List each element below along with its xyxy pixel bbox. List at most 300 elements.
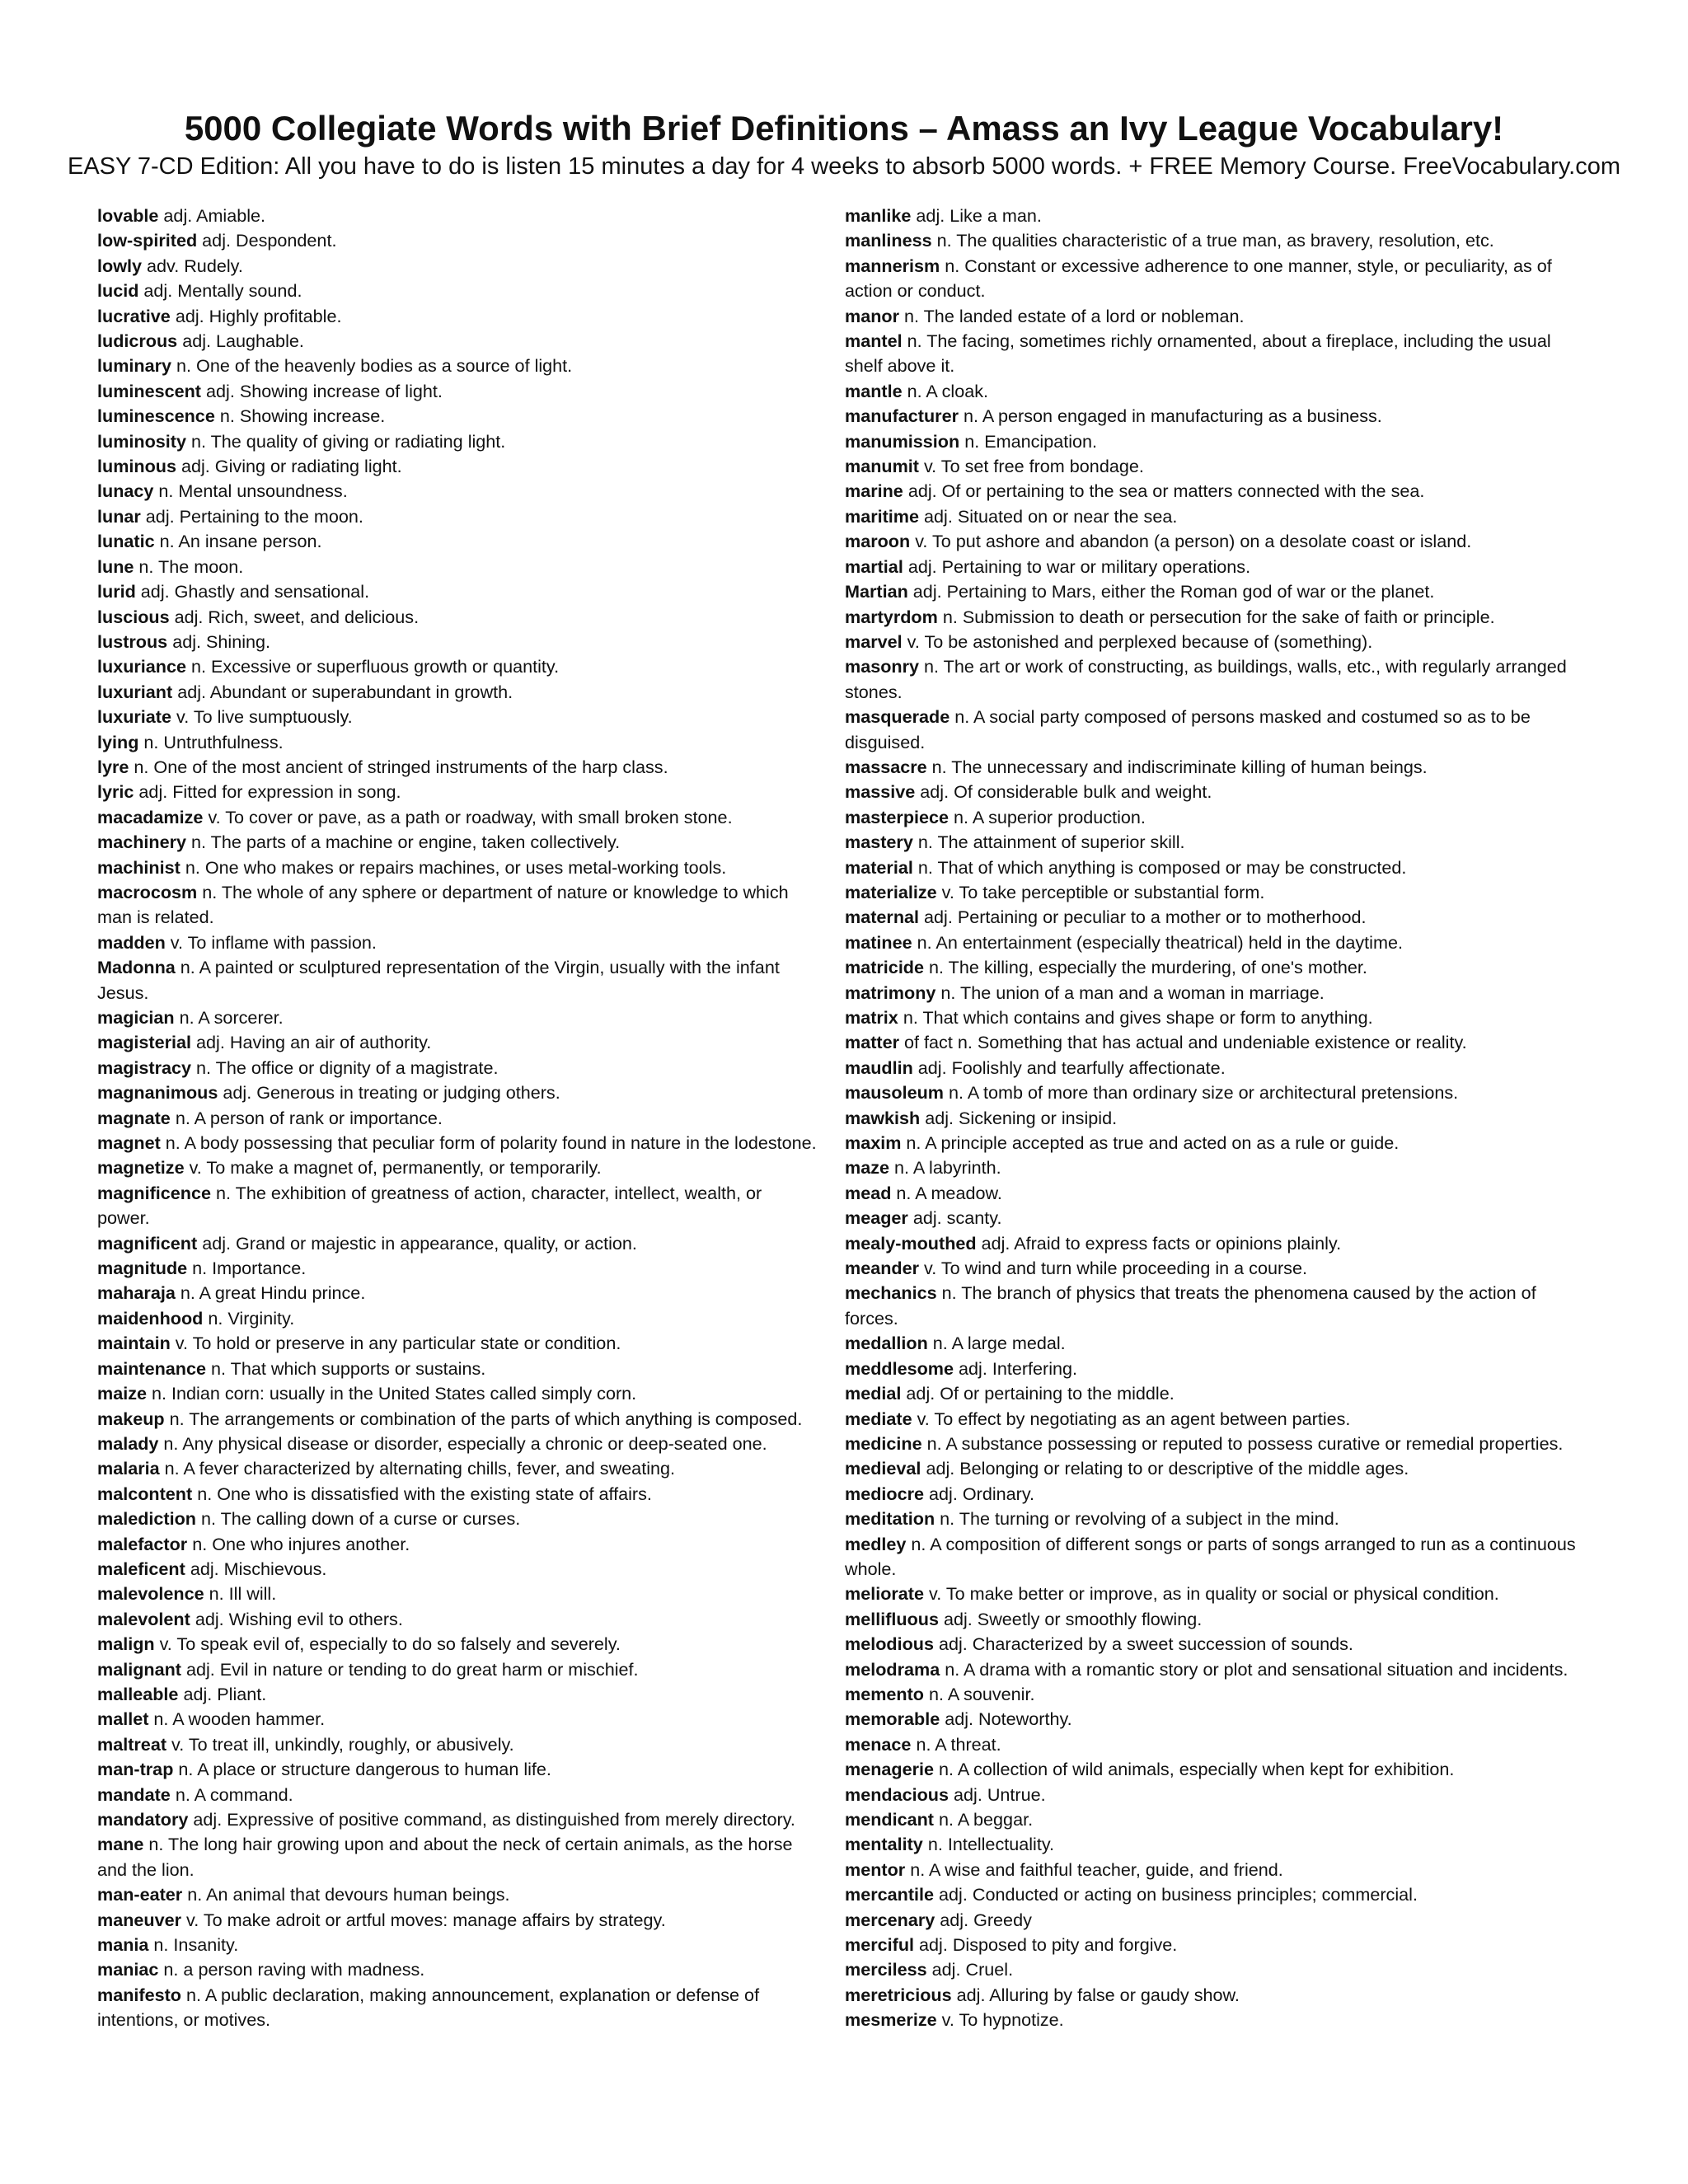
entry-definition: n. An animal that devours human beings. xyxy=(187,1884,510,1905)
entry-word: maize xyxy=(97,1383,148,1404)
dictionary-entry xyxy=(845,1331,1591,1356)
entry-word: maintenance xyxy=(97,1357,207,1379)
entry-definition: v. To make better or improve, as in quality or social or physical condition. xyxy=(929,1583,1499,1605)
dictionary-entry xyxy=(97,1155,818,1180)
entry-word: makeup xyxy=(97,1408,165,1429)
dictionary-entry xyxy=(845,2008,1591,2032)
entry-word: malevolent xyxy=(97,1608,190,1629)
dictionary-entry xyxy=(845,1607,1591,1632)
entry-definition: v. To take perceptible or substantial form. xyxy=(941,881,1265,902)
entry-word: maternal xyxy=(845,907,920,928)
entry-word: mercenary xyxy=(845,1909,935,1930)
dictionary-entry xyxy=(845,1507,1591,1531)
entry-definition: n. A command. xyxy=(175,1783,293,1805)
dictionary-entry xyxy=(845,1131,1591,1155)
entry-word: madden xyxy=(97,931,166,953)
dictionary-entry xyxy=(97,1908,818,1933)
entry-definition: n. Showing increase. xyxy=(219,405,386,427)
entry-definition: n. A meadow. xyxy=(896,1182,1002,1203)
dictionary-entry xyxy=(97,605,818,630)
entry-definition: adj. Ghastly and sensational. xyxy=(140,581,370,602)
entry-word: menagerie xyxy=(845,1759,935,1780)
entry-word: magnate xyxy=(97,1107,171,1128)
entry-word: lowly xyxy=(97,255,142,276)
entry-definition: adj. Having an air of authority. xyxy=(196,1032,432,1053)
entry-word: mandatory xyxy=(97,1809,189,1830)
page-subtitle: EASY 7-CD Edition: All you have to do is listen 15 minutes a day for 4 weeks to absorb 5000 words. + FREE Memory Course. FreeVocabulary.com xyxy=(67,153,1621,180)
dictionary-entry xyxy=(97,404,818,429)
entry-word: magnitude xyxy=(97,1258,188,1279)
entry-definition: adj. Characterized by a sweet succession of sounds. xyxy=(938,1633,1353,1655)
entry-definition: adj. Pertaining or peculiar to a mother or to motherhood. xyxy=(924,907,1367,928)
dictionary-entry xyxy=(97,930,818,955)
dictionary-entry xyxy=(97,529,818,554)
entry-word: mendicant xyxy=(845,1809,934,1830)
entry-definition: adj. Greedy xyxy=(940,1909,1032,1930)
entry-definition: adj. Pertaining to war or military operations. xyxy=(907,555,1251,577)
entry-definition: adj. Highly profitable. xyxy=(175,305,342,326)
entry-word: martial xyxy=(845,555,903,577)
entry-word: merciful xyxy=(845,1934,915,1956)
entry-word: mallet xyxy=(97,1708,149,1730)
dictionary-entry xyxy=(97,680,818,705)
dictionary-entry xyxy=(845,1882,1591,1907)
entry-word: macrocosm xyxy=(97,881,198,902)
dictionary-entry xyxy=(97,254,818,279)
entry-word: man-trap xyxy=(97,1759,174,1780)
entry-definition: n. One of the most ancient of stringed instruments of the harp class. xyxy=(134,756,668,777)
dictionary-entry xyxy=(845,1732,1591,1757)
entry-word: mantle xyxy=(845,380,903,401)
entry-definition: adj. Like a man. xyxy=(916,205,1042,226)
entry-definition: adj. Disposed to pity and forgive. xyxy=(919,1934,1178,1956)
entry-definition: n. A sorcerer. xyxy=(179,1007,284,1028)
entry-word: mentor xyxy=(845,1858,906,1880)
dictionary-entry xyxy=(845,1106,1591,1131)
entry-word: melodious xyxy=(845,1633,934,1655)
dictionary-entry xyxy=(97,354,818,378)
dictionary-entry xyxy=(97,1832,818,1882)
entry-word: meliorate xyxy=(845,1583,925,1605)
entry-definition: adj. Pertaining to the moon. xyxy=(145,505,363,527)
entry-word: mead xyxy=(845,1182,892,1203)
entry-definition: n. A person engaged in manufacturing as a business. xyxy=(964,405,1382,427)
entry-definition: adj. Wishing evil to others. xyxy=(195,1608,403,1629)
entry-definition: n. A person of rank or importance. xyxy=(175,1107,443,1128)
dictionary-entry xyxy=(97,1256,818,1281)
entry-word: man-eater xyxy=(97,1884,183,1905)
dictionary-entry xyxy=(845,1757,1591,1782)
entry-definition: n. A place or structure dangerous to human life. xyxy=(178,1759,551,1780)
entry-definition: n. An entertainment (especially theatrical) held in the daytime. xyxy=(917,931,1403,953)
entry-word: mandate xyxy=(97,1783,171,1805)
entry-definition: adj. Pliant. xyxy=(183,1683,267,1704)
entry-definition: n. A collection of wild animals, especially when kept for exhibition. xyxy=(939,1759,1455,1780)
entry-definition: v. To effect by negotiating as an agent between parties. xyxy=(917,1408,1351,1429)
entry-definition: n. A social party composed of persons masked and costumed so as to be disguised. xyxy=(845,706,1531,752)
entry-definition: v. To hold or preserve in any particular state or condition. xyxy=(175,1333,621,1354)
dictionary-entry xyxy=(97,479,818,504)
entry-definition: adj. Interfering. xyxy=(959,1357,1078,1379)
dictionary-entry xyxy=(845,454,1591,479)
entry-word: magistracy xyxy=(97,1057,192,1078)
entry-word: manumit xyxy=(845,456,919,477)
entry-definition: n. Constant or excessive adherence to one manner, style, or peculiarity, as of action or conduct. xyxy=(845,255,1552,302)
entry-word: malady xyxy=(97,1432,159,1454)
entry-word: luminosity xyxy=(97,430,186,452)
entry-definition: n. The parts of a machine or engine, taken collectively. xyxy=(191,832,621,853)
dictionary-entry xyxy=(97,429,818,454)
dictionary-entry xyxy=(97,1482,818,1507)
dictionary-entry xyxy=(97,1933,818,1957)
dictionary-entry xyxy=(97,1707,818,1732)
dictionary-entry xyxy=(97,1807,818,1832)
entry-definition: n. Emancipation. xyxy=(964,430,1098,452)
entry-word: manliness xyxy=(845,230,932,251)
entry-word: Madonna xyxy=(97,957,176,978)
entry-word: mechanics xyxy=(845,1282,937,1304)
entry-word: maleficent xyxy=(97,1558,185,1579)
entry-word: meddlesome xyxy=(845,1357,954,1379)
entry-definition: adj. Expressive of positive command, as distinguished from merely directory. xyxy=(193,1809,795,1830)
dictionary-entry xyxy=(97,1456,818,1481)
entry-word: mantel xyxy=(845,330,903,352)
dictionary-entry xyxy=(97,1582,818,1606)
entry-word: meretricious xyxy=(845,1984,952,2005)
entry-word: malignant xyxy=(97,1658,181,1680)
dictionary-entry xyxy=(845,529,1591,554)
entry-definition: v. To make adroit or artful moves: manage affairs by strategy. xyxy=(186,1909,666,1930)
entry-definition: v. To live sumptuously. xyxy=(176,706,353,728)
entry-definition: adv. Rudely. xyxy=(147,255,243,276)
entry-definition: n. An insane person. xyxy=(159,531,322,552)
entry-word: maxim xyxy=(845,1132,902,1154)
entry-definition: adj. Noteworthy. xyxy=(945,1708,1072,1730)
entry-word: mediate xyxy=(845,1408,912,1429)
entry-word: matinee xyxy=(845,931,912,953)
entry-definition: n. The branch of physics that treats the phenomena caused by the action of forces. xyxy=(845,1282,1536,1329)
dictionary-entry xyxy=(845,1256,1591,1281)
entry-definition: adj. Belonging or relating to or descriptive of the middle ages. xyxy=(926,1458,1409,1479)
dictionary-entry xyxy=(97,1381,818,1406)
dictionary-entry xyxy=(97,555,818,579)
entry-definition: v. To put ashore and abandon (a person) on a desolate coast or island. xyxy=(915,531,1472,552)
entry-word: malleable xyxy=(97,1683,179,1704)
entry-definition: n. One who is dissatisfied with the existing state of affairs. xyxy=(197,1483,652,1504)
dictionary-entry xyxy=(845,1357,1591,1381)
entry-word: memorable xyxy=(845,1708,940,1730)
entry-word: mastery xyxy=(845,832,913,853)
entry-definition: adj. Giving or radiating light. xyxy=(181,456,402,477)
entry-word: magnificence xyxy=(97,1182,212,1203)
entry-definition: n. A cloak. xyxy=(907,380,989,401)
entry-word: matrix xyxy=(845,1007,898,1028)
entry-word: lucrative xyxy=(97,305,171,326)
entry-definition: n. Importance. xyxy=(192,1258,307,1279)
entry-word: magnet xyxy=(97,1132,161,1154)
entry-word: macadamize xyxy=(97,806,204,827)
entry-word: martyrdom xyxy=(845,606,938,627)
entry-definition: adj. Amiable. xyxy=(163,205,266,226)
entry-definition: n. A principle accepted as true and acted on as a rule or guide. xyxy=(906,1132,1400,1154)
entry-definition: n. One who makes or repairs machines, or uses metal-working tools. xyxy=(185,856,727,878)
dictionary-entry xyxy=(97,1432,818,1456)
dictionary-entry xyxy=(97,1357,818,1381)
dictionary-entry xyxy=(845,1155,1591,1180)
entry-word: manifesto xyxy=(97,1984,181,2005)
dictionary-entry xyxy=(845,254,1591,304)
entry-word: lyric xyxy=(97,781,134,803)
dictionary-entry xyxy=(845,780,1591,804)
entry-word: mentality xyxy=(845,1834,923,1855)
entry-word: maze xyxy=(845,1157,890,1179)
entry-word: machinist xyxy=(97,856,181,878)
dictionary-entry xyxy=(845,1080,1591,1105)
entry-word: medial xyxy=(845,1383,902,1404)
dictionary-entry xyxy=(97,1030,818,1055)
entry-definition: adj. Untrue. xyxy=(954,1783,1046,1805)
dictionary-entry xyxy=(97,1106,818,1131)
entry-word: maritime xyxy=(845,505,920,527)
entry-word: lurid xyxy=(97,581,136,602)
entry-word: maniac xyxy=(97,1959,159,1980)
entry-definition: adj. Sweetly or smoothly flowing. xyxy=(943,1608,1203,1629)
entry-definition: v. To cover or pave, as a path or roadway, with small broken stone. xyxy=(208,806,733,827)
entry-definition: n. Any physical disease or disorder, especially a chronic or deep-seated one. xyxy=(163,1432,767,1454)
entry-word: magnanimous xyxy=(97,1082,218,1104)
dictionary-entry xyxy=(97,630,818,654)
dictionary-entry xyxy=(845,1632,1591,1657)
dictionary-entry xyxy=(845,1858,1591,1882)
dictionary-entry xyxy=(97,279,818,303)
dictionary-entry xyxy=(97,654,818,679)
dictionary-entry xyxy=(845,329,1591,379)
entry-definition: adj. Mischievous. xyxy=(190,1558,327,1579)
left-column xyxy=(97,204,818,2033)
entry-word: meander xyxy=(845,1258,920,1279)
dictionary-entry xyxy=(97,1682,818,1707)
entry-word: maudlin xyxy=(845,1057,913,1078)
entry-word: meager xyxy=(845,1207,908,1229)
entry-definition: adj. Despondent. xyxy=(202,230,337,251)
entry-definition: v. To make a magnet of, permanently, or temporarily. xyxy=(189,1157,602,1179)
entry-definition: adj. Rich, sweet, and delicious. xyxy=(174,606,420,627)
entry-definition: adj. Generous in treating or judging others. xyxy=(223,1082,560,1104)
entry-word: masterpiece xyxy=(845,806,950,827)
dictionary-entry xyxy=(845,1983,1591,2008)
dictionary-entry xyxy=(97,1532,818,1557)
entry-word: malaria xyxy=(97,1458,160,1479)
dictionary-entry xyxy=(845,1682,1591,1707)
dictionary-entry xyxy=(97,1080,818,1105)
dictionary-entry xyxy=(845,755,1591,780)
entry-definition: n. A composition of different songs or parts of songs arranged to run as a continuous whole. xyxy=(845,1533,1576,1579)
dictionary-entry xyxy=(97,1757,818,1782)
dictionary-entry xyxy=(845,379,1591,404)
dictionary-entry xyxy=(97,705,818,729)
dictionary-entry xyxy=(845,1532,1591,1582)
entry-definition: adj. Cruel. xyxy=(931,1959,1014,1980)
entry-word: medicine xyxy=(845,1432,922,1454)
entry-definition: n. A threat. xyxy=(916,1733,1001,1755)
entry-definition: n. Submission to death or persecution for the sake of faith or principle. xyxy=(942,606,1495,627)
entry-definition: n. Intellectuality. xyxy=(927,1834,1055,1855)
entry-word: luminary xyxy=(97,355,172,377)
entry-word: malcontent xyxy=(97,1483,193,1504)
dictionary-entry xyxy=(97,1131,818,1155)
entry-definition: adj. Of or pertaining to the sea or matters connected with the sea. xyxy=(907,480,1425,502)
dictionary-entry xyxy=(845,1381,1591,1406)
dictionary-entry xyxy=(845,429,1591,454)
entry-word: masquerade xyxy=(845,706,950,728)
entry-definition: n. Mental unsoundness. xyxy=(158,480,348,502)
entry-definition: adj. Laughable. xyxy=(182,330,304,352)
dictionary-entry xyxy=(97,955,818,1005)
dictionary-entry xyxy=(97,1957,818,1982)
entry-definition: n. Excessive or superfluous growth or quantity. xyxy=(191,656,560,677)
dictionary-entry xyxy=(97,204,818,228)
entry-word: Martian xyxy=(845,581,908,602)
dictionary-entry xyxy=(845,1783,1591,1807)
dictionary-entry xyxy=(845,1482,1591,1507)
dictionary-entry xyxy=(845,479,1591,504)
entry-word: massive xyxy=(845,781,916,803)
entry-word: mane xyxy=(97,1834,144,1855)
entry-word: mercantile xyxy=(845,1884,935,1905)
entry-word: matter xyxy=(845,1032,900,1053)
entry-word: maneuver xyxy=(97,1909,182,1930)
entry-word: mediocre xyxy=(845,1483,925,1504)
dictionary-entry xyxy=(97,579,818,604)
entry-definition: n. The arrangements or combination of the parts of which anything is composed. xyxy=(169,1408,803,1429)
entry-definition: n. A painted or sculptured representation of the Virgin, usually with the infant Jesus. xyxy=(97,957,780,1003)
entry-word: malign xyxy=(97,1633,155,1655)
dictionary-entry xyxy=(97,1632,818,1657)
entry-definition: v. To be astonished and perplexed because of (something). xyxy=(907,630,1373,652)
entry-word: luxuriance xyxy=(97,656,187,677)
entry-word: luxuriate xyxy=(97,706,172,728)
entry-definition: v. To inflame with passion. xyxy=(170,931,377,953)
entry-definition: n. A great Hindu prince. xyxy=(180,1282,366,1304)
dictionary-entry xyxy=(845,830,1591,855)
entry-definition: n. Insanity. xyxy=(153,1934,239,1956)
dictionary-entry xyxy=(97,1732,818,1757)
entry-definition: v. To set free from bondage. xyxy=(923,456,1144,477)
entry-word: maharaja xyxy=(97,1282,176,1304)
entry-word: mellifluous xyxy=(845,1608,939,1629)
entry-word: matrimony xyxy=(845,982,936,1003)
page-title: 5000 Collegiate Words with Brief Definitions – Amass an Ivy League Vocabulary! xyxy=(184,109,1504,148)
entry-word: magnetize xyxy=(97,1157,185,1179)
dictionary-entry xyxy=(845,1206,1591,1230)
dictionary-entry xyxy=(845,579,1591,604)
dictionary-entry xyxy=(845,1181,1591,1206)
entry-definition: n. The union of a man and a woman in marriage. xyxy=(940,982,1325,1003)
entry-definition: n. The landed estate of a lord or nobleman. xyxy=(904,305,1245,326)
entry-word: lune xyxy=(97,555,134,577)
entry-word: meditation xyxy=(845,1508,935,1530)
entry-definition: n. The facing, sometimes richly ornamented, about a fireplace, including the usual shelf above it. xyxy=(845,330,1551,377)
dictionary-entry xyxy=(97,830,818,855)
entry-definition: adj. Of considerable bulk and weight. xyxy=(920,781,1212,803)
dictionary-entry xyxy=(97,1407,818,1432)
entry-definition: n. The exhibition of greatness of action, character, intellect, wealth, or power. xyxy=(97,1182,762,1229)
dictionary-entry xyxy=(97,755,818,780)
entry-word: mesmerize xyxy=(845,2009,937,2031)
dictionary-entry xyxy=(97,1056,818,1080)
entry-definition: adj. Grand or majestic in appearance, quality, or action. xyxy=(202,1232,637,1254)
entry-definition: n. That of which anything is composed or may be constructed. xyxy=(917,856,1407,878)
entry-word: marine xyxy=(845,480,903,502)
dictionary-entry xyxy=(845,705,1591,755)
entry-word: lunacy xyxy=(97,480,154,502)
entry-definition: n. Ill will. xyxy=(209,1583,277,1605)
entry-word: luminescent xyxy=(97,380,201,401)
entry-word: medieval xyxy=(845,1458,921,1479)
entry-definition: n. A labyrinth. xyxy=(894,1157,1001,1179)
dictionary-entry xyxy=(97,730,818,755)
entry-word: mealy-mouthed xyxy=(845,1232,977,1254)
entry-word: mannerism xyxy=(845,255,940,276)
entry-definition: n. That which contains and gives shape or form to anything. xyxy=(903,1007,1373,1028)
entry-word: malevolence xyxy=(97,1583,204,1605)
entry-definition: v. To hypnotize. xyxy=(941,2009,1064,2031)
dictionary-entry xyxy=(845,1657,1591,1682)
entry-definition: n. The long hair growing upon and about the neck of certain animals, as the horse and the lion. xyxy=(97,1834,793,1880)
entry-word: maroon xyxy=(845,531,911,552)
dictionary-entry xyxy=(845,930,1591,955)
entry-definition: adj. Foolishly and tearfully affectionate. xyxy=(917,1057,1226,1078)
entry-definition: adj. Evil in nature or tending to do great harm or mischief. xyxy=(185,1658,639,1680)
entry-word: maidenhood xyxy=(97,1307,204,1329)
dictionary-entry xyxy=(97,880,818,930)
entry-word: medley xyxy=(845,1533,907,1554)
dictionary-entry xyxy=(845,1231,1591,1256)
dictionary-entry xyxy=(97,1882,818,1907)
entry-definition: n. Untruthfulness. xyxy=(143,731,284,752)
entry-definition: n. The turning or revolving of a subject in the mind. xyxy=(940,1508,1339,1530)
entry-definition: n. One who injures another. xyxy=(192,1533,410,1554)
dictionary-entry xyxy=(97,304,818,329)
entry-word: manufacturer xyxy=(845,405,959,427)
dictionary-entry xyxy=(845,1908,1591,1933)
entry-word: lying xyxy=(97,731,139,752)
entry-word: manumission xyxy=(845,430,960,452)
dictionary-entry xyxy=(845,555,1591,579)
entry-definition: n. A public declaration, making announcement, explanation or defense of intentions, or motives. xyxy=(97,1984,760,2031)
entry-word: masonry xyxy=(845,656,920,677)
entry-definition: n. The whole of any sphere or department of nature or knowledge to which man is related. xyxy=(97,881,789,928)
dictionary-entry xyxy=(845,1030,1591,1055)
entry-definition: adj. Afraid to express facts or opinions plainly. xyxy=(981,1232,1342,1254)
entry-word: lunatic xyxy=(97,531,155,552)
dictionary-entry xyxy=(845,1832,1591,1857)
entry-word: magician xyxy=(97,1007,175,1028)
dictionary-entry xyxy=(97,1005,818,1030)
entry-word: luscious xyxy=(97,606,170,627)
entry-definition: n. Virginity. xyxy=(208,1307,295,1329)
dictionary-entry xyxy=(845,1432,1591,1456)
entry-definition: v. To speak evil of, especially to do so falsely and severely. xyxy=(159,1633,621,1655)
dictionary-entry xyxy=(845,1582,1591,1606)
entry-definition: adj. Shining. xyxy=(172,630,271,652)
dictionary-entry xyxy=(97,1783,818,1807)
dictionary-entry xyxy=(97,228,818,253)
entry-word: ludicrous xyxy=(97,330,178,352)
entry-definition: adj. scanty. xyxy=(912,1207,1002,1229)
entry-definition: n. Indian corn: usually in the United States called simply corn. xyxy=(152,1383,637,1404)
entry-word: merciless xyxy=(845,1959,927,1980)
